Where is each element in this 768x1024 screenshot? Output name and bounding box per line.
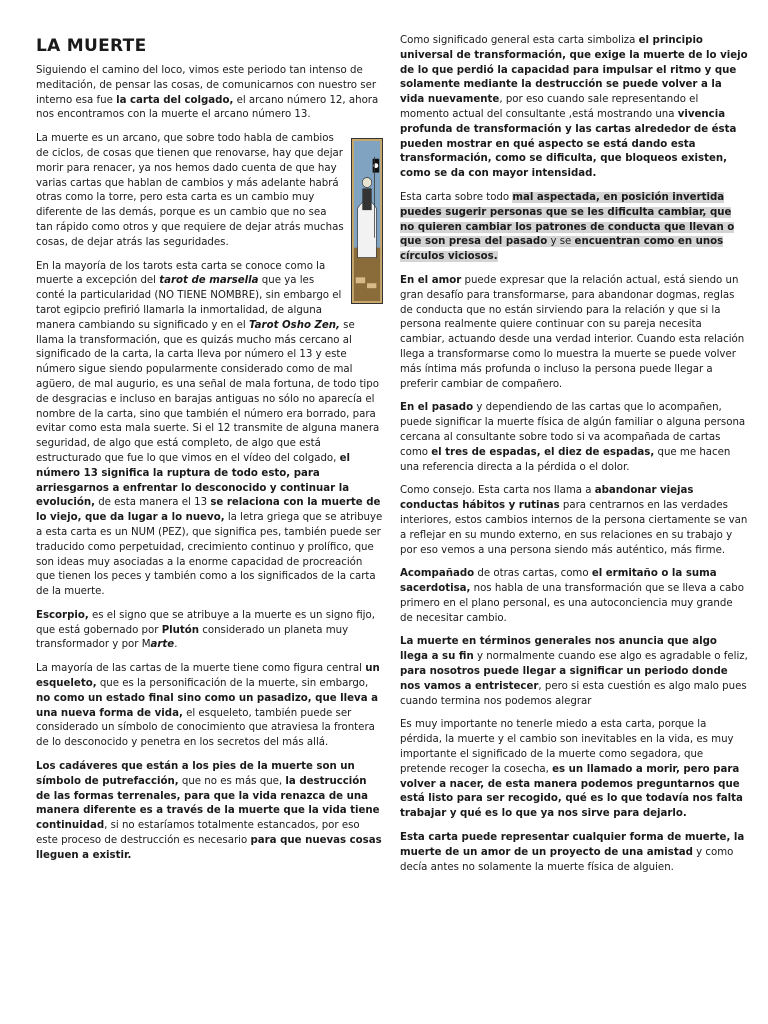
tarots-paragraph: En la mayoría de los tarots esta carta se conoce como la muerte a excepción del tarot de marsella que ya les conté la particularidad (NO TIENE NOMBRE), sin embargo el tarot egipcio prefirió llamarla la inmortalidad, de alguna manera cambiando su significado y en el Tarot Osho Zen, se llama la transformación, que es quizás mucho más cercano al significado de la carta, la carta lleva por número el 13 y este número sigue siendo popularmente considerado como de mal agüero, de mal augurio, es una señal de mala fortuna, de todo tipo de desgracias e incluso en barajas antiguas no sólo no aparecía el nombre de la carta, sino que también el número era borrado, para evitar como esta mala suerte. Si el 12 transmite de alguna manera seguridad, de algo que está completo, de algo que está estructurado que fue lo que vimos en el vídeo del colgado, el número 13 significa la ruptura de todo esto, para arriesgarnos a enfrentar lo desconocido y continuar la evolución, de esta manera el 13 se relaciona con la muerte de lo viejo, que da lugar a lo nuevo, la letra griega que se atribuye a esta carta es un NUM (PEZ), que significa pes, también puede ser traducido como perpetuidad, crecimiento continuo y prolífico, que son ideas muy asociadas a la enorme capacidad de procreación que tienen los peces y también como a los significados de la carta de la muerte. [36,260,383,598]
miedo-paragraph: Es muy importante no tenerle miedo a esta carta, porque la pérdida, la muerte y el cambio son inevitables en la vida, es muy importante el significado de la muerte como segadora, que pretende recoger la cosecha, es un llamado a morir, pero para volver a nacer, de esta manera podemos preguntarnos que está listo para ser recogido, qué es lo que todavía nos falta trabajar y qué es lo que ya nos sirve para dejarlo. [400,719,743,820]
consejo-paragraph: Como consejo. Esta carta nos llama a abandonar viejas conductas hábitos y rutinas para centrarnos en las verdades interiores, estos cambios internos de la persona ciertamente se van a reflejar en su mundo externo, en sus relaciones en su trabajo y por eso vemos a una persona siendo más auténtico, más firme. [400,485,748,556]
cadaveres-paragraph: Los cadáveres que están a los pies de la muerte son un símbolo de putrefacción, que no es más que, la destrucción de las formas terrenales, para que la vida renazca de una manera diferente es a través de la muerte que la vida tiene continuidad, si no estaríamos totalmente estancados, por eso este proceso de destrucción es necesario para que nuevas cosas lleguen a existir. [36,761,382,861]
fin-paragraph: La muerte en términos generales nos anuncia que algo llega a su fin y normalmente cuando ese algo es agradable o feliz, para nosotros puede llegar a significar un periodo donde nos vamos a entristecer, pero si esta cuestión es algo malo pues cuando termina nos podemos alegrar [400,636,748,707]
left-column [36,0,383,873]
intro-paragraph: Siguiendo el camino del loco, vimos este periodo tan intenso de meditación, de pensar las cosas, de comunicarnos con nuestro ser interno esa fue la carta del colgado, el arcano número 12, ahora nos encontramos con la muerte el arcano número 13. [36,65,379,121]
pasado-paragraph: En el pasado y dependiendo de las cartas que lo acompañen, puede significar la muerte física de algún familiar o alguna persona cercana al consultante sobre todo si va acompañada de cartas como el tres de espadas, el diez de espadas, que me hacen una referencia directa a la pérdida o el dolor. [400,402,746,473]
forma-muerte-paragraph: Esta carta puede representar cualquier forma de muerte, la muerte de un amor de un proyecto de una amistad y como decía antes no solamente la muerte física de alguien. [400,832,745,873]
ciclos-paragraph: La muerte es un arcano, que sobre todo habla de cambios de ciclos, de cosas que tienen que renovarse, hay que dejar morir para renacer, ya nos hemos dado cuenta de que hay varias cartas que hablan de cambios y más adelante habrá otras como la torre, pero esta carta es un cambio muy diferente de las demás, porque es un cambio que no sea tan rápido como otros y que requiere de dejar atrás muchas cosas, de dejar atrás las seguridades. [36,132,383,250]
invertida-paragraph: Esta carta sobre todo mal aspectada, en posición invertida puedes sugerir personas que se les dificulta cambiar, que no quieren cambiar los patrones de conducta que llevan o que son presa del pasado y se encuentran como en unos círculos viciosos. [400,191,735,263]
significado-paragraph: Como significado general esta carta simboliza el principio universal de transformación, que exige la muerte de lo viejo de lo que perdió la capacidad para impulsar el ritmo y que solamente mediante la destrucción se puede volver a la vida nuevamente, por eso cuando sale representando el momento actual del consultante ,está mostrando una vivencia profunda de transformación y las cartas alrededor de ésta pueden mostrar en qué aspecto se está dando esta transformación, como se dificulta, que bloqueos existen, como se da con mayor intensidad. [400,35,748,180]
acompanado-paragraph: Acompañado de otras cartas, como el ermitaño o la suma sacerdotisa, nos habla de una transformación que se lleva a cabo primero en el plano personal, es una autoconciencia muy grande de necesitar cambio. [400,568,744,624]
page-title: LA MUERTE [36,36,147,56]
escorpio-paragraph: Escorpio, es el signo que se atribuye a la muerte es un signo fijo, que está gobernado por Plutón considerado un planeta muy transformador y por Marte. [36,609,375,651]
right-column [400,0,748,884]
esqueleto-paragraph: La mayoría de las cartas de la muerte tiene como figura central un esqueleto, que es la personificación de la muerte, sin embargo, no como un estado final sino como un pasadizo, que lleva a una nueva forma de vida, el esqueleto, también puede ser considerado un símbolo de conocimiento que atraviesa la frontera de lo desconocido y penetra en los secretos del más allá. [36,663,380,749]
death-tarot-card-image [351,138,383,304]
amor-paragraph: En el amor puede expresar que la relación actual, está siendo un gran desafío para transformarse, para abandonar dogmas, reglas de conducta que no están sirviendo para la relación y que si la persona realmente quiere continuar con su pareja necesita cambiar, actuando desde una verdad interior. Cuando esta relación llega a transformarse como lo muestra la muerte se puede volver más íntima más profunda o incluso la persona puede llegar a preferir cambiar de compañero. [400,274,745,390]
